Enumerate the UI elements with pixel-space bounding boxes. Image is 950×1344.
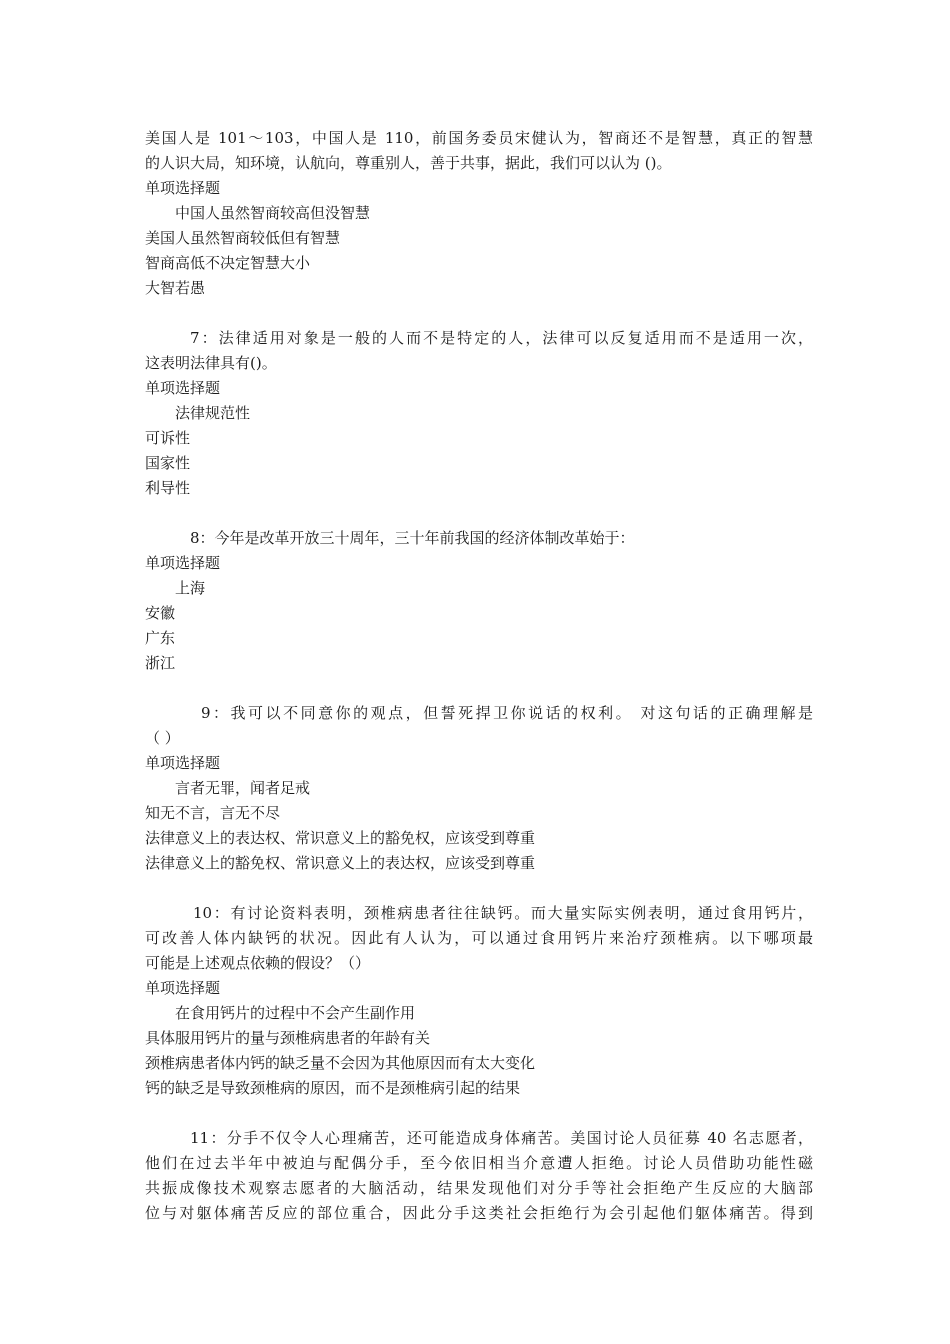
question-stem-line: 他们在过去半年中被迫与配偶分手，至今依旧相当介意遭人拒绝。讨论人员借助功能性磁 (145, 1154, 813, 1172)
question-stem-line: 9：我可以不同意你的观点，但誓死捍卫你说话的权利。 对这句话的正确理解是 (201, 704, 813, 722)
spacer (145, 876, 813, 901)
spacer (145, 501, 813, 526)
question-type-label: 单项选择题 (145, 179, 221, 197)
question-block (145, 526, 813, 676)
question-type-label: 单项选择题 (145, 554, 221, 572)
question-stem-line: 10：有讨论资料表明，颈椎病患者往往缺钙。而大量实际实例表明，通过食用钙片， (193, 904, 813, 922)
question-stem-line: 这表明法律具有()。 (145, 354, 277, 372)
question-block (145, 1126, 813, 1226)
question-stem-line: 美国人是 101～103，中国人是 110，前国务委员宋健认为，智商还不是智慧，真正的智慧 (145, 129, 813, 147)
option-c: 颈椎病患者体内钙的缺乏量不会因为其他原因而有太大变化 (145, 1054, 536, 1072)
option-c: 法律意义上的表达权、常识意义上的豁免权，应该受到尊重 (145, 829, 536, 847)
document-page (145, 126, 813, 1226)
option-d: 大智若愚 (145, 279, 206, 297)
question-type-label: 单项选择题 (145, 754, 221, 772)
question-stem-line: 的人识大局，知环境，认航向，尊重别人，善于共事，据此，我们可以认为 ()。 (145, 154, 672, 172)
option-d: 法律意义上的豁免权、常识意义上的表达权，应该受到尊重 (145, 854, 536, 872)
option-a: 法律规范性 (175, 404, 251, 422)
question-stem-line: 11：分手不仅令人心理痛苦，还可能造成身体痛苦。美国讨论人员征募 40 名志愿者， (190, 1129, 813, 1147)
spacer (145, 676, 813, 701)
option-d: 浙江 (145, 654, 176, 672)
option-c: 广东 (145, 629, 176, 647)
option-b: 知无不言，言无不尽 (145, 804, 281, 822)
question-stem-line: 可能是上述观点依赖的假设？（） (145, 954, 371, 972)
option-a: 在食用钙片的过程中不会产生副作用 (175, 1004, 416, 1022)
question-block (145, 126, 813, 301)
option-a: 中国人虽然智商较高但没智慧 (175, 204, 371, 222)
option-c: 智商高低不决定智慧大小 (145, 254, 311, 272)
question-block (145, 326, 813, 501)
option-b: 安徽 (145, 604, 176, 622)
question-stem-line: 8：今年是改革开放三十周年，三十年前我国的经济体制改革始于： (190, 529, 635, 547)
question-stem-line: 位与对躯体痛苦反应的部位重合，因此分手这类社会拒绝行为会引起他们躯体痛苦。得到 (145, 1204, 813, 1222)
option-b: 可诉性 (145, 429, 191, 447)
question-stem-line: （ ） (145, 729, 180, 747)
question-type-label: 单项选择题 (145, 979, 221, 997)
question-stem-line: 7：法律适用对象是一般的人而不是特定的人，法律可以反复适用而不是适用一次， (190, 329, 813, 347)
question-block (145, 901, 813, 1101)
option-d: 钙的缺乏是导致颈椎病的原因，而不是颈椎病引起的结果 (145, 1079, 521, 1097)
question-stem-line: 共振成像技术观察志愿者的大脑活动，结果发现他们对分手等社会拒绝产生反应的大脑部 (145, 1179, 813, 1197)
question-block (145, 701, 813, 876)
spacer (145, 301, 813, 326)
option-a: 上海 (175, 579, 206, 597)
option-a: 言者无罪，闻者足戒 (175, 779, 311, 797)
question-stem-line: 可改善人体内缺钙的状况。因此有人认为，可以通过食用钙片来治疗颈椎病。以下哪项最 (145, 929, 813, 947)
option-b: 美国人虽然智商较低但有智慧 (145, 229, 341, 247)
question-type-label: 单项选择题 (145, 379, 221, 397)
option-c: 国家性 (145, 454, 191, 472)
option-d: 利导性 (145, 479, 191, 497)
spacer (145, 1101, 813, 1126)
option-b: 具体服用钙片的量与颈椎病患者的年龄有关 (145, 1029, 431, 1047)
